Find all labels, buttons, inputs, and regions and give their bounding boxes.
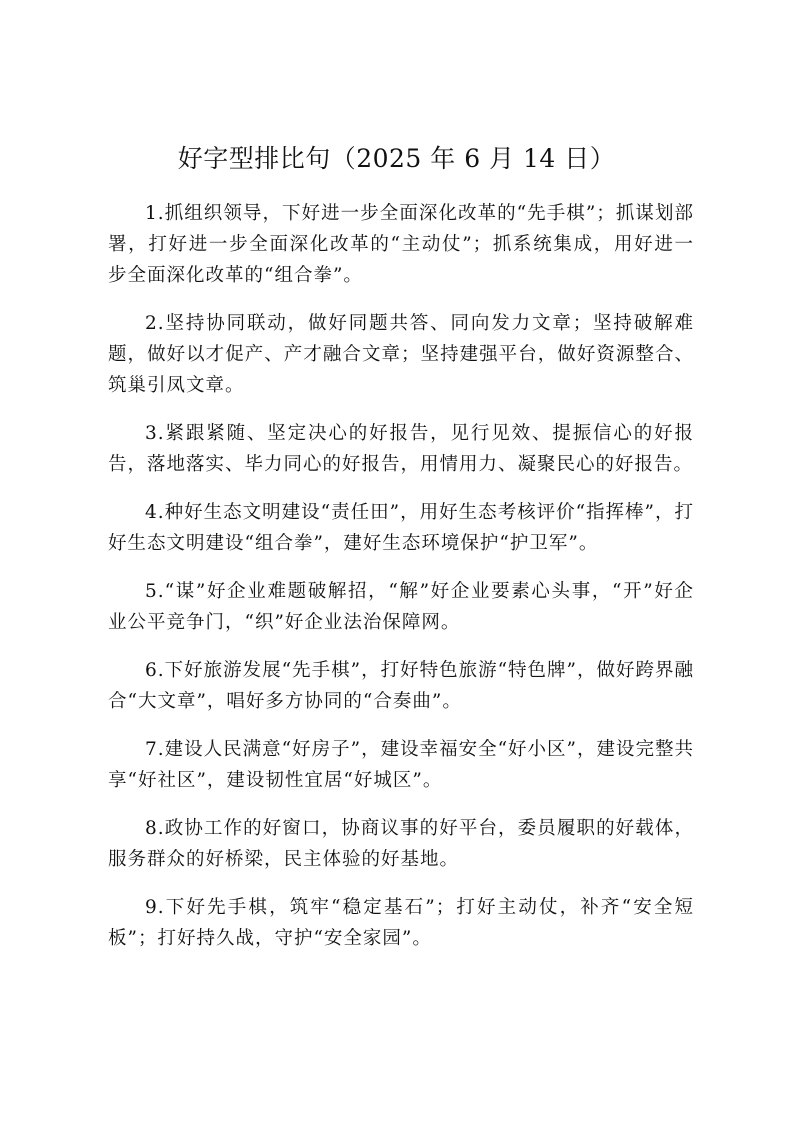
document-title: 好字型排比句（2025 年 6 月 14 日） — [177, 144, 616, 173]
paragraph-7: 7.建设人民满意“好房子”，建设幸福安全“好小区”，建设完整共享“好社区”，建设韧性宜居“好城区”。 — [108, 739, 694, 791]
paragraph-1: 1.抓组织领导，下好进一步全面深化改革的“先手棋”；抓谋划部署，打好进一步全面深化改革的“主动仗”；抓系统集成，用好进一步全面深化改革的“组合拳”。 — [108, 203, 694, 286]
document-body — [108, 198, 694, 971]
paragraph-4: 4.种好生态文明建设“责任田”，用好生态考核评价“指挥棒”，打好生态文明建设“组合拳”，建好生态环境保护“护卫军”。 — [108, 502, 694, 554]
paragraph-3: 3.紧跟紧随、坚定决心的好报告，见行见效、提振信心的好报告，落地落实、毕力同心的好报告，用情用力、凝聚民心的好报告。 — [108, 423, 694, 475]
paragraph-2: 2.坚持协同联动，做好同题共答、同向发力文章；坚持破解难题，做好以才促产、产才融合文章；坚持建强平台，做好资源整合、筑巢引凤文章。 — [108, 313, 694, 396]
paragraph-8: 8.政协工作的好窗口，协商议事的好平台，委员履职的好载体，服务群众的好桥梁，民主体验的好基地。 — [108, 818, 694, 870]
paragraph-9: 9.下好先手棋，筑牢“稳定基石”；打好主动仗，补齐“安全短板”；打好持久战，守护“安全家园”。 — [108, 897, 694, 949]
paragraph-5: 5.“谋”好企业难题破解招，“解”好企业要素心头事，“开”好企业公平竞争门，“织”好企业法治保障网。 — [108, 581, 694, 633]
paragraph-6: 6.下好旅游发展“先手棋”，打好特色旅游“特色牌”，做好跨界融合“大文章”，唱好多方协同的“合奏曲”。 — [108, 660, 694, 712]
